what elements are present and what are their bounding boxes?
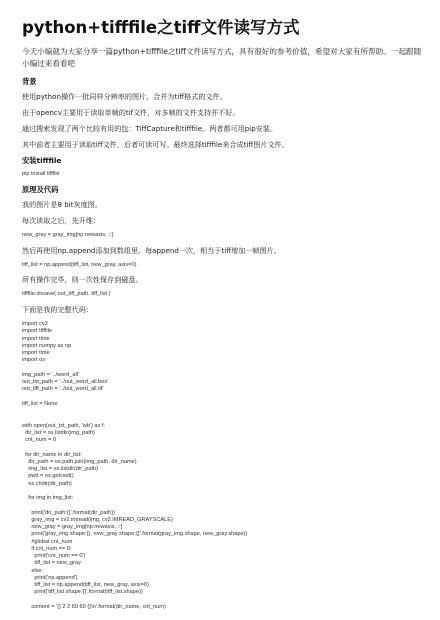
- code-line: with open(out_txt_path, 'wb') as f:: [22, 422, 105, 429]
- code-snippet: tiff_list = np.append(tiff_list, new_gray, axis=0): [22, 261, 137, 268]
- code-line: import tifffile: [22, 328, 52, 335]
- code-line: [22, 444, 422, 451]
- code-line: out_txt_path = '../out_word_all.box': [22, 379, 109, 386]
- code-line: cnt_num = 0: [22, 437, 57, 444]
- code-line: os.chdir(dir_path): [22, 480, 72, 487]
- paragraph: 然后再使用np.append添加到数组里。每append一次，相当于tiff增加一帧图片。: [22, 245, 281, 255]
- code-line: import time: [22, 350, 50, 357]
- code-line: [22, 394, 422, 401]
- code-line: import os: [22, 357, 46, 364]
- section-heading-principle: 原理及代码: [22, 184, 59, 194]
- code-line: new_gray = gray_img[np.newaxis, ::]: [22, 524, 123, 531]
- article: [22, 18, 422, 611]
- code-line: gray_img = cv2.imread(img, cv2.IMREAD_GRAYSCALE): [22, 516, 173, 523]
- paragraph: 我的图片是8 bit灰度图。: [22, 199, 102, 209]
- code-line: #global cnt_num: [22, 538, 73, 545]
- code-line: if cnt_num == 0:: [22, 545, 72, 552]
- code-line: [22, 502, 422, 509]
- code-line: import cv2: [22, 321, 48, 328]
- section-heading-background: 背景: [22, 77, 37, 86]
- code-line: import numpy as np: [22, 342, 72, 349]
- code-line: else:: [22, 567, 44, 574]
- code-line: for dir_name in dir_list:: [22, 451, 82, 458]
- code-line: for img in img_list:: [22, 495, 74, 502]
- code-line: dir_path = os.path.join(img_path, dir_name): [22, 458, 137, 465]
- paragraph: 其中前者主要用于读取tiff文件，后者可读可写。最终选择tifffile来合成tiff图片文件。: [22, 140, 289, 149]
- code-line: print('tiff_list shape:{}'.format(tiff_list.shape)): [22, 589, 143, 596]
- page-title: python+tifffile之tiff文件读写方式: [22, 18, 300, 37]
- code-line: tiff_list = new_gray: [22, 560, 81, 567]
- code-line: img_path = '../word_all': [22, 371, 80, 378]
- code-line: [22, 408, 422, 415]
- code-line: [22, 597, 422, 604]
- code-snippet: tifffile.imsave( out_tiff_path, tiff_list ): [22, 291, 111, 298]
- paragraph: 由于opencv主要用于读取单帧的tif文件，对多帧的文件支持并不好。: [22, 108, 240, 117]
- code-line: print('dir_path:{}'.format(dir_path)): [22, 509, 115, 516]
- code-line: print('np.append'): [22, 574, 78, 581]
- code-snippet: new_gray = gray_img[np.newaxis, ::]: [22, 231, 113, 238]
- paragraph: 下面是我的完整代码：: [22, 305, 93, 315]
- code-line: tiff_list = None: [22, 400, 58, 407]
- intro-paragraph: 今天小编就为大家分享一篇python+tifffile之tiff文件读写方式，具有很好的参考价值，希望对大家有所帮助。一起跟随小编过来看看吧: [22, 47, 422, 68]
- code-line: [22, 365, 422, 372]
- code-line: print('cnt_num == 0'): [22, 553, 86, 560]
- full-code-block: [22, 321, 422, 611]
- code-line: content = '{} 2 2 60 60 {}\n'.format(dir_name, cnt_num): [22, 603, 166, 610]
- code-line: import time: [22, 335, 50, 342]
- code-line: out_tiff_path = '../out_word_all.tif': [22, 386, 104, 393]
- paragraph: 使用python操作一批同样分辨率的图片，合并为tiff格式的文件。: [22, 92, 227, 101]
- code-line: dir_list = os.listdir(img_path): [22, 429, 95, 436]
- code-line: tiff_list = np.append(tiff_list, new_gray, axis=0): [22, 582, 149, 589]
- section-heading-install: 安装tifffile: [22, 156, 62, 165]
- paragraph: 所有操作完毕，则一次性保存到磁盘。: [22, 275, 143, 285]
- code-line: pwd = os.getcwd(): [22, 473, 74, 480]
- code-line: [22, 488, 422, 495]
- code-line: img_list = os.listdir(dir_path): [22, 466, 99, 473]
- code-snippet: pip install tifffile: [22, 171, 60, 177]
- code-line: print('gray_img shape:{}, new_gray shape:{}'.format(gray_img.shape, new_gray.shape)): [22, 531, 248, 538]
- code-line: [22, 415, 422, 422]
- paragraph: 通过搜索发现了两个比较有用的包：TiffCapture和tifffile。两者都可用pip安装。: [22, 124, 278, 133]
- paragraph: 每次读取之后，先升维：: [22, 215, 101, 225]
